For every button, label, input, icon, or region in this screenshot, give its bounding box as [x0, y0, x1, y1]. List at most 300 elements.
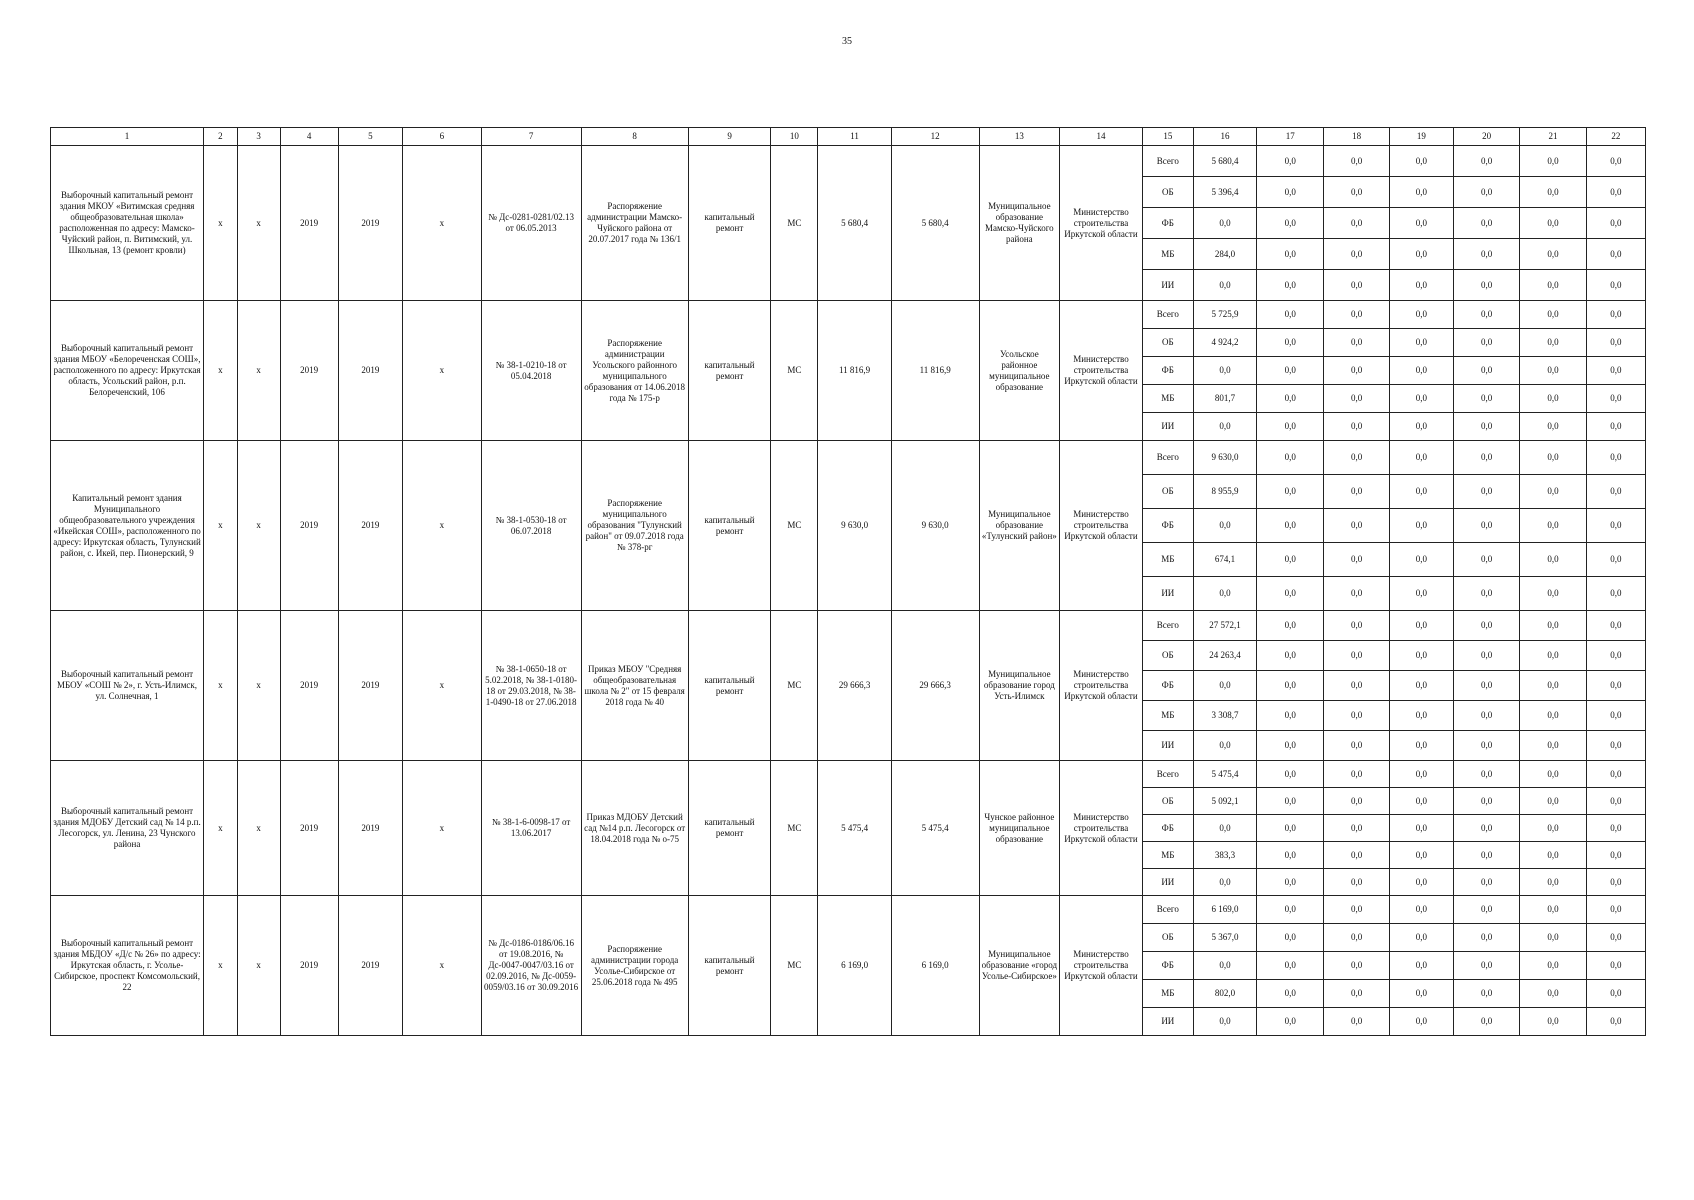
year-amount-cell-22: 0,0 [1586, 1008, 1645, 1036]
column-number-12: 12 [891, 128, 979, 146]
funding-amount-cell: 8 955,9 [1193, 475, 1256, 509]
year-amount-cell-19: 0,0 [1389, 475, 1453, 509]
year-amount-cell-18: 0,0 [1324, 270, 1389, 301]
year-amount-cell-21: 0,0 [1520, 701, 1586, 731]
year-amount-cell-21: 0,0 [1520, 952, 1586, 980]
col-6-cell: x [403, 611, 482, 761]
year-amount-cell-19: 0,0 [1389, 509, 1453, 543]
decision-document-cell: Распоряжение администрации города Усолье-Сибирское от 25.06.2018 года № 495 [581, 896, 688, 1036]
work-type-cell: капитальный ремонт [688, 441, 771, 611]
year-amount-cell-18: 0,0 [1324, 924, 1389, 952]
col-6-cell: x [403, 146, 482, 301]
year-amount-cell-19: 0,0 [1389, 385, 1453, 413]
year-amount-cell-21: 0,0 [1520, 441, 1586, 475]
year-amount-cell-20: 0,0 [1454, 301, 1520, 329]
year-amount-cell-22: 0,0 [1586, 270, 1645, 301]
expertise-cell: № 38-1-0530-18 от 06.07.2018 [481, 441, 581, 611]
col-6-cell: x [403, 441, 482, 611]
year-amount-cell-20: 0,0 [1454, 924, 1520, 952]
year-amount-cell-18: 0,0 [1324, 509, 1389, 543]
year-amount-cell-20: 0,0 [1454, 329, 1520, 357]
year-amount-cell-20: 0,0 [1454, 577, 1520, 611]
col-3-cell: x [237, 301, 280, 441]
funding-row [51, 441, 1646, 475]
year-amount-cell-17: 0,0 [1257, 788, 1324, 815]
funding-source-cell: ИИ [1142, 413, 1193, 441]
year-amount-cell-22: 0,0 [1586, 413, 1645, 441]
col-3-cell: x [237, 441, 280, 611]
year-amount-cell-22: 0,0 [1586, 641, 1645, 671]
year-amount-cell-21: 0,0 [1520, 788, 1586, 815]
estimated-cost-cell: 5 680,4 [818, 146, 891, 301]
year-amount-cell-22: 0,0 [1586, 357, 1645, 385]
year-amount-cell-22: 0,0 [1586, 208, 1645, 239]
responsible-ministry-cell: Министерство строительства Иркутской области [1060, 441, 1143, 611]
year-amount-cell-21: 0,0 [1520, 239, 1586, 270]
year-amount-cell-21: 0,0 [1520, 270, 1586, 301]
year-amount-cell-20: 0,0 [1454, 641, 1520, 671]
end-year-cell: 2019 [338, 441, 402, 611]
year-amount-cell-19: 0,0 [1389, 641, 1453, 671]
year-amount-cell-20: 0,0 [1454, 611, 1520, 641]
year-amount-cell-18: 0,0 [1324, 701, 1389, 731]
funding-amount-cell: 0,0 [1193, 869, 1256, 896]
column-number-6: 6 [403, 128, 482, 146]
year-amount-cell-21: 0,0 [1520, 413, 1586, 441]
funding-source-cell: МБ [1142, 701, 1193, 731]
year-amount-cell-20: 0,0 [1454, 671, 1520, 701]
year-amount-cell-19: 0,0 [1389, 731, 1453, 761]
year-amount-cell-21: 0,0 [1520, 869, 1586, 896]
year-amount-cell-22: 0,0 [1586, 577, 1645, 611]
year-amount-cell-22: 0,0 [1586, 509, 1645, 543]
expertise-cell: № Дс-0281-0281/02.13 от 06.05.2013 [481, 146, 581, 301]
funding-amount-cell: 674,1 [1193, 543, 1256, 577]
expertise-cell: № 38-1-0210-18 от 05.04.2018 [481, 301, 581, 441]
column-number-22: 22 [1586, 128, 1645, 146]
year-amount-cell-19: 0,0 [1389, 441, 1453, 475]
funding-source-cell: ИИ [1142, 577, 1193, 611]
funding-source-cell: МБ [1142, 543, 1193, 577]
budget-code-cell: МС [771, 896, 818, 1036]
total-cost-cell: 11 816,9 [891, 301, 979, 441]
col-3-cell: x [237, 761, 280, 896]
start-year-cell: 2019 [280, 761, 338, 896]
funding-amount-cell: 9 630,0 [1193, 441, 1256, 475]
funding-amount-cell: 0,0 [1193, 731, 1256, 761]
year-amount-cell-18: 0,0 [1324, 329, 1389, 357]
funding-source-cell: Всего [1142, 896, 1193, 924]
funding-source-cell: МБ [1142, 385, 1193, 413]
object-name-cell: Выборочный капитальный ремонт здания МБДОУ «Д/с № 26» по адресу: Иркутская область, г. Усолье-Сибирское, проспект Комсомольский, 22 [51, 896, 204, 1036]
work-type-cell: капитальный ремонт [688, 301, 771, 441]
funding-amount-cell: 284,0 [1193, 239, 1256, 270]
funding-amount-cell: 0,0 [1193, 208, 1256, 239]
year-amount-cell-22: 0,0 [1586, 475, 1645, 509]
column-number-21: 21 [1520, 128, 1586, 146]
work-type-cell: капитальный ремонт [688, 611, 771, 761]
funding-amount-cell: 5 396,4 [1193, 177, 1256, 208]
year-amount-cell-18: 0,0 [1324, 239, 1389, 270]
year-amount-cell-22: 0,0 [1586, 441, 1645, 475]
year-amount-cell-17: 0,0 [1257, 761, 1324, 788]
column-number-19: 19 [1389, 128, 1453, 146]
funding-source-cell: МБ [1142, 980, 1193, 1008]
column-number-8: 8 [581, 128, 688, 146]
year-amount-cell-19: 0,0 [1389, 543, 1453, 577]
year-amount-cell-20: 0,0 [1454, 980, 1520, 1008]
year-amount-cell-17: 0,0 [1257, 924, 1324, 952]
funding-row [51, 301, 1646, 329]
year-amount-cell-17: 0,0 [1257, 441, 1324, 475]
municipality-cell: Муниципальное образование «город Усолье-Сибирское» [979, 896, 1060, 1036]
year-amount-cell-17: 0,0 [1257, 475, 1324, 509]
year-amount-cell-19: 0,0 [1389, 146, 1453, 177]
year-amount-cell-18: 0,0 [1324, 731, 1389, 761]
year-amount-cell-17: 0,0 [1257, 611, 1324, 641]
work-type-cell: капитальный ремонт [688, 761, 771, 896]
year-amount-cell-18: 0,0 [1324, 475, 1389, 509]
col-3-cell: x [237, 896, 280, 1036]
expertise-cell: № Дс-0186-0186/06.16 от 19.08.2016, № Дс-0047-0047/03.16 от 02.09.2016, № Дс-0059-0059/03.16 от 30.09.2016 [481, 896, 581, 1036]
column-number-4: 4 [280, 128, 338, 146]
col-2-cell: x [204, 441, 238, 611]
funding-source-cell: ИИ [1142, 869, 1193, 896]
start-year-cell: 2019 [280, 146, 338, 301]
expertise-cell: № 38-1-0650-18 от 5.02.2018, № 38-1-0180-18 от 29.03.2018, № 38-1-0490-18 от 27.06.2018 [481, 611, 581, 761]
col-6-cell: x [403, 301, 482, 441]
funding-amount-cell: 5 725,9 [1193, 301, 1256, 329]
total-cost-cell: 9 630,0 [891, 441, 979, 611]
work-type-cell: капитальный ремонт [688, 896, 771, 1036]
year-amount-cell-18: 0,0 [1324, 980, 1389, 1008]
year-amount-cell-17: 0,0 [1257, 177, 1324, 208]
start-year-cell: 2019 [280, 611, 338, 761]
responsible-ministry-cell: Министерство строительства Иркутской области [1060, 611, 1143, 761]
funding-amount-cell: 383,3 [1193, 842, 1256, 869]
municipality-cell: Чунское районное муниципальное образование [979, 761, 1060, 896]
year-amount-cell-18: 0,0 [1324, 543, 1389, 577]
budget-code-cell: МС [771, 301, 818, 441]
funding-row [51, 611, 1646, 641]
year-amount-cell-22: 0,0 [1586, 671, 1645, 701]
year-amount-cell-20: 0,0 [1454, 815, 1520, 842]
year-amount-cell-19: 0,0 [1389, 270, 1453, 301]
column-number-3: 3 [237, 128, 280, 146]
year-amount-cell-22: 0,0 [1586, 952, 1645, 980]
object-name-cell: Выборочный капитальный ремонт здания МБОУ «Белореченская СОШ», расположенного по адресу: Иркутская область, Усольский район, р.п. Белореченский, 106 [51, 301, 204, 441]
year-amount-cell-19: 0,0 [1389, 761, 1453, 788]
funding-amount-cell: 0,0 [1193, 815, 1256, 842]
col-2-cell: x [204, 301, 238, 441]
year-amount-cell-19: 0,0 [1389, 869, 1453, 896]
year-amount-cell-20: 0,0 [1454, 869, 1520, 896]
year-amount-cell-22: 0,0 [1586, 301, 1645, 329]
column-number-1: 1 [51, 128, 204, 146]
budget-code-cell: МС [771, 146, 818, 301]
column-number-15: 15 [1142, 128, 1193, 146]
year-amount-cell-21: 0,0 [1520, 980, 1586, 1008]
column-number-row [51, 128, 1646, 146]
funding-amount-cell: 802,0 [1193, 980, 1256, 1008]
year-amount-cell-19: 0,0 [1389, 177, 1453, 208]
start-year-cell: 2019 [280, 896, 338, 1036]
year-amount-cell-21: 0,0 [1520, 761, 1586, 788]
funding-row [51, 761, 1646, 788]
year-amount-cell-19: 0,0 [1389, 671, 1453, 701]
estimated-cost-cell: 6 169,0 [818, 896, 891, 1036]
year-amount-cell-17: 0,0 [1257, 146, 1324, 177]
year-amount-cell-21: 0,0 [1520, 509, 1586, 543]
funding-amount-cell: 3 308,7 [1193, 701, 1256, 731]
estimated-cost-cell: 11 816,9 [818, 301, 891, 441]
year-amount-cell-19: 0,0 [1389, 357, 1453, 385]
funding-source-cell: ОБ [1142, 329, 1193, 357]
year-amount-cell-18: 0,0 [1324, 952, 1389, 980]
funding-source-cell: Всего [1142, 611, 1193, 641]
col-2-cell: x [204, 761, 238, 896]
funding-amount-cell: 6 169,0 [1193, 896, 1256, 924]
year-amount-cell-21: 0,0 [1520, 815, 1586, 842]
year-amount-cell-17: 0,0 [1257, 270, 1324, 301]
year-amount-cell-18: 0,0 [1324, 577, 1389, 611]
funding-source-cell: Всего [1142, 146, 1193, 177]
funding-source-cell: ФБ [1142, 815, 1193, 842]
col-2-cell: x [204, 146, 238, 301]
total-cost-cell: 5 680,4 [891, 146, 979, 301]
year-amount-cell-22: 0,0 [1586, 842, 1645, 869]
year-amount-cell-21: 0,0 [1520, 329, 1586, 357]
year-amount-cell-17: 0,0 [1257, 577, 1324, 611]
decision-document-cell: Приказ МДОБУ Детский сад №14 р.п. Лесогорск от 18.04.2018 года № о-75 [581, 761, 688, 896]
funding-source-cell: ОБ [1142, 641, 1193, 671]
responsible-ministry-cell: Министерство строительства Иркутской области [1060, 761, 1143, 896]
funding-source-cell: ФБ [1142, 208, 1193, 239]
decision-document-cell: Распоряжение муниципального образования "Тулунский район" от 09.07.2018 года № 378-рг [581, 441, 688, 611]
year-amount-cell-20: 0,0 [1454, 509, 1520, 543]
funding-source-cell: ИИ [1142, 731, 1193, 761]
funding-amount-cell: 5 367,0 [1193, 924, 1256, 952]
year-amount-cell-18: 0,0 [1324, 385, 1389, 413]
year-amount-cell-20: 0,0 [1454, 1008, 1520, 1036]
year-amount-cell-22: 0,0 [1586, 761, 1645, 788]
year-amount-cell-22: 0,0 [1586, 177, 1645, 208]
year-amount-cell-18: 0,0 [1324, 441, 1389, 475]
year-amount-cell-17: 0,0 [1257, 509, 1324, 543]
funding-amount-cell: 5 680,4 [1193, 146, 1256, 177]
col-3-cell: x [237, 146, 280, 301]
year-amount-cell-20: 0,0 [1454, 952, 1520, 980]
year-amount-cell-22: 0,0 [1586, 869, 1645, 896]
year-amount-cell-22: 0,0 [1586, 146, 1645, 177]
responsible-ministry-cell: Министерство строительства Иркутской области [1060, 301, 1143, 441]
funding-amount-cell: 27 572,1 [1193, 611, 1256, 641]
year-amount-cell-17: 0,0 [1257, 980, 1324, 1008]
column-number-9: 9 [688, 128, 771, 146]
year-amount-cell-21: 0,0 [1520, 301, 1586, 329]
object-name-cell: Выборочный капитальный ремонт МБОУ «СОШ № 2», г. Усть-Илимск, ул. Солнечная, 1 [51, 611, 204, 761]
year-amount-cell-19: 0,0 [1389, 842, 1453, 869]
year-amount-cell-18: 0,0 [1324, 357, 1389, 385]
year-amount-cell-17: 0,0 [1257, 329, 1324, 357]
budget-code-cell: МС [771, 761, 818, 896]
end-year-cell: 2019 [338, 896, 402, 1036]
year-amount-cell-21: 0,0 [1520, 731, 1586, 761]
year-amount-cell-21: 0,0 [1520, 924, 1586, 952]
municipality-cell: Муниципальное образование город Усть-Илимск [979, 611, 1060, 761]
year-amount-cell-21: 0,0 [1520, 577, 1586, 611]
year-amount-cell-20: 0,0 [1454, 413, 1520, 441]
work-type-cell: капитальный ремонт [688, 146, 771, 301]
year-amount-cell-18: 0,0 [1324, 815, 1389, 842]
year-amount-cell-19: 0,0 [1389, 329, 1453, 357]
funding-source-cell: МБ [1142, 239, 1193, 270]
year-amount-cell-17: 0,0 [1257, 357, 1324, 385]
col-3-cell: x [237, 611, 280, 761]
year-amount-cell-19: 0,0 [1389, 611, 1453, 641]
year-amount-cell-18: 0,0 [1324, 146, 1389, 177]
object-name-cell: Выборочный капитальный ремонт здания МДОБУ Детский сад № 14 р.п. Лесогорск, ул. Ленина, 23 Чунского района [51, 761, 204, 896]
year-amount-cell-21: 0,0 [1520, 208, 1586, 239]
year-amount-cell-17: 0,0 [1257, 896, 1324, 924]
year-amount-cell-19: 0,0 [1389, 1008, 1453, 1036]
year-amount-cell-22: 0,0 [1586, 329, 1645, 357]
year-amount-cell-17: 0,0 [1257, 413, 1324, 441]
year-amount-cell-19: 0,0 [1389, 301, 1453, 329]
year-amount-cell-17: 0,0 [1257, 543, 1324, 577]
year-amount-cell-18: 0,0 [1324, 869, 1389, 896]
estimated-cost-cell: 5 475,4 [818, 761, 891, 896]
funding-amount-cell: 5 475,4 [1193, 761, 1256, 788]
start-year-cell: 2019 [280, 301, 338, 441]
year-amount-cell-17: 0,0 [1257, 239, 1324, 270]
year-amount-cell-22: 0,0 [1586, 543, 1645, 577]
col-2-cell: x [204, 611, 238, 761]
col-6-cell: x [403, 761, 482, 896]
year-amount-cell-19: 0,0 [1389, 208, 1453, 239]
funding-source-cell: ИИ [1142, 1008, 1193, 1036]
year-amount-cell-21: 0,0 [1520, 357, 1586, 385]
column-number-11: 11 [818, 128, 891, 146]
year-amount-cell-20: 0,0 [1454, 208, 1520, 239]
funding-source-cell: ОБ [1142, 475, 1193, 509]
year-amount-cell-22: 0,0 [1586, 701, 1645, 731]
year-amount-cell-19: 0,0 [1389, 788, 1453, 815]
year-amount-cell-21: 0,0 [1520, 146, 1586, 177]
year-amount-cell-17: 0,0 [1257, 701, 1324, 731]
year-amount-cell-21: 0,0 [1520, 896, 1586, 924]
funding-amount-cell: 0,0 [1193, 357, 1256, 385]
funding-source-cell: ОБ [1142, 177, 1193, 208]
year-amount-cell-20: 0,0 [1454, 146, 1520, 177]
year-amount-cell-20: 0,0 [1454, 731, 1520, 761]
year-amount-cell-19: 0,0 [1389, 239, 1453, 270]
year-amount-cell-21: 0,0 [1520, 177, 1586, 208]
funding-amount-cell: 0,0 [1193, 413, 1256, 441]
col-2-cell: x [204, 896, 238, 1036]
funding-amount-cell: 0,0 [1193, 671, 1256, 701]
year-amount-cell-19: 0,0 [1389, 413, 1453, 441]
year-amount-cell-22: 0,0 [1586, 611, 1645, 641]
year-amount-cell-19: 0,0 [1389, 952, 1453, 980]
column-number-5: 5 [338, 128, 402, 146]
year-amount-cell-20: 0,0 [1454, 701, 1520, 731]
year-amount-cell-21: 0,0 [1520, 671, 1586, 701]
budget-code-cell: МС [771, 611, 818, 761]
year-amount-cell-17: 0,0 [1257, 815, 1324, 842]
year-amount-cell-19: 0,0 [1389, 815, 1453, 842]
funding-source-cell: ИИ [1142, 270, 1193, 301]
column-number-10: 10 [771, 128, 818, 146]
total-cost-cell: 29 666,3 [891, 611, 979, 761]
column-number-14: 14 [1060, 128, 1143, 146]
year-amount-cell-18: 0,0 [1324, 611, 1389, 641]
expertise-cell: № 38-1-6-0098-17 от 13.06.2017 [481, 761, 581, 896]
budget-code-cell: МС [771, 441, 818, 611]
funding-source-cell: ОБ [1142, 788, 1193, 815]
column-number-18: 18 [1324, 128, 1389, 146]
column-number-2: 2 [204, 128, 238, 146]
year-amount-cell-18: 0,0 [1324, 208, 1389, 239]
municipality-cell: Усольское районное муниципальное образование [979, 301, 1060, 441]
year-amount-cell-20: 0,0 [1454, 475, 1520, 509]
funding-source-cell: Всего [1142, 441, 1193, 475]
year-amount-cell-18: 0,0 [1324, 1008, 1389, 1036]
estimated-cost-cell: 9 630,0 [818, 441, 891, 611]
col-6-cell: x [403, 896, 482, 1036]
funding-source-cell: МБ [1142, 842, 1193, 869]
year-amount-cell-22: 0,0 [1586, 815, 1645, 842]
year-amount-cell-20: 0,0 [1454, 842, 1520, 869]
year-amount-cell-20: 0,0 [1454, 788, 1520, 815]
year-amount-cell-18: 0,0 [1324, 842, 1389, 869]
total-cost-cell: 5 475,4 [891, 761, 979, 896]
funding-source-cell: Всего [1142, 301, 1193, 329]
object-name-cell: Капитальный ремонт здания Муниципального общеобразовательного учреждения «Икейская СОШ», расположенного по адресу: Иркутская область, Тулунский район, с. Икей, пер. Пионерский, 9 [51, 441, 204, 611]
funding-source-cell: ФБ [1142, 952, 1193, 980]
year-amount-cell-17: 0,0 [1257, 671, 1324, 701]
decision-document-cell: Приказ МБОУ "Средняя общеобразовательная школа № 2" от 15 февраля 2018 года № 40 [581, 611, 688, 761]
responsible-ministry-cell: Министерство строительства Иркутской области [1060, 896, 1143, 1036]
funding-amount-cell: 0,0 [1193, 952, 1256, 980]
funding-amount-cell: 801,7 [1193, 385, 1256, 413]
year-amount-cell-21: 0,0 [1520, 543, 1586, 577]
year-amount-cell-21: 0,0 [1520, 1008, 1586, 1036]
year-amount-cell-20: 0,0 [1454, 441, 1520, 475]
year-amount-cell-20: 0,0 [1454, 357, 1520, 385]
year-amount-cell-17: 0,0 [1257, 385, 1324, 413]
year-amount-cell-22: 0,0 [1586, 924, 1645, 952]
year-amount-cell-17: 0,0 [1257, 869, 1324, 896]
investment-program-table [50, 127, 1646, 1036]
column-number-17: 17 [1257, 128, 1324, 146]
estimated-cost-cell: 29 666,3 [818, 611, 891, 761]
funding-row [51, 896, 1646, 924]
start-year-cell: 2019 [280, 441, 338, 611]
municipality-cell: Муниципальное образование Мамско-Чуйского района [979, 146, 1060, 301]
year-amount-cell-20: 0,0 [1454, 543, 1520, 577]
funding-amount-cell: 0,0 [1193, 577, 1256, 611]
funding-amount-cell: 0,0 [1193, 509, 1256, 543]
funding-source-cell: ОБ [1142, 924, 1193, 952]
page-number: 35 [842, 36, 852, 47]
year-amount-cell-20: 0,0 [1454, 239, 1520, 270]
object-name-cell: Выборочный капитальный ремонт здания МКОУ «Витимская средняя общеобразовательная школа» расположенная по адресу: Мамско-Чуйский район, п. Витимский, ул. Школьная, 13 (ремонт кровли) [51, 146, 204, 301]
year-amount-cell-17: 0,0 [1257, 842, 1324, 869]
responsible-ministry-cell: Министерство строительства Иркутской области [1060, 146, 1143, 301]
year-amount-cell-20: 0,0 [1454, 177, 1520, 208]
year-amount-cell-20: 0,0 [1454, 270, 1520, 301]
